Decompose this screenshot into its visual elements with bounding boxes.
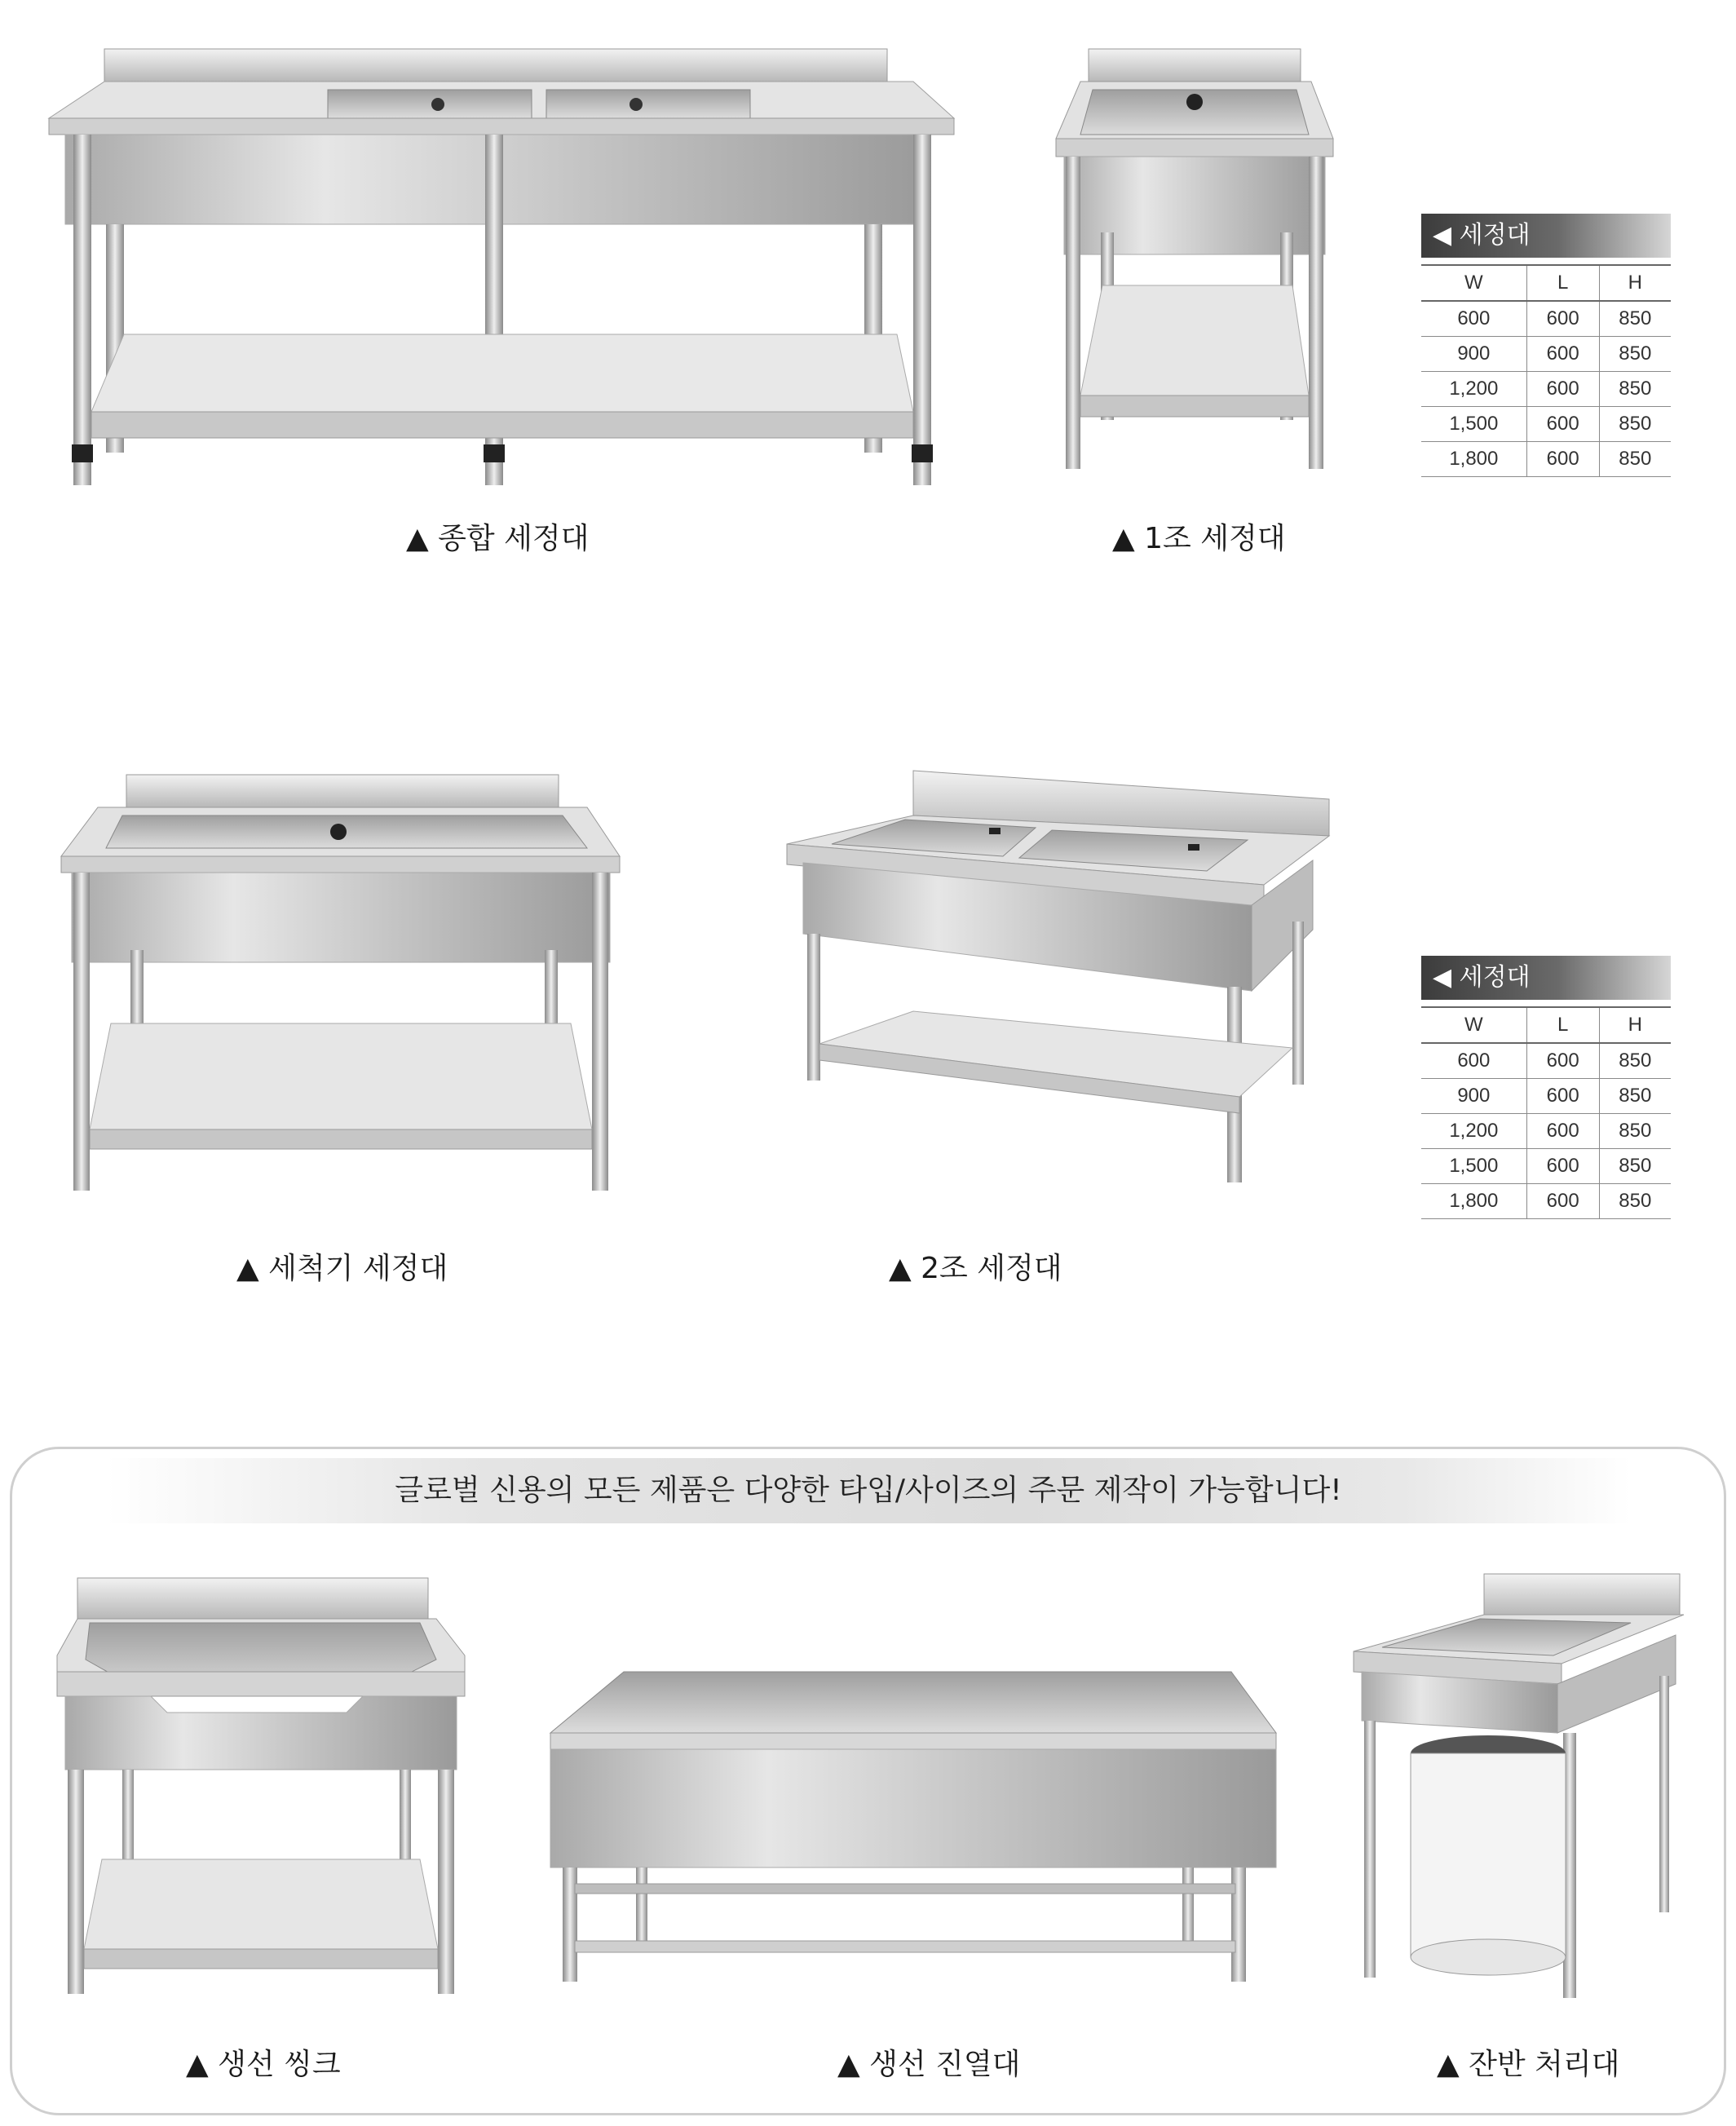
col-header-h: H bbox=[1599, 265, 1671, 301]
cell-l: 600 bbox=[1526, 1043, 1599, 1079]
cell-h: 850 bbox=[1599, 1079, 1671, 1114]
fish-sink-product bbox=[53, 1574, 477, 1998]
table-row bbox=[1421, 301, 1671, 337]
cell-l: 600 bbox=[1526, 1079, 1599, 1114]
general-sink-product bbox=[33, 45, 962, 485]
cell-w: 1,500 bbox=[1421, 1149, 1526, 1184]
cell-h: 850 bbox=[1599, 1043, 1671, 1079]
table-row bbox=[1421, 407, 1671, 442]
cell-h: 850 bbox=[1599, 337, 1671, 372]
spec-table-title: ◀ 세정대 bbox=[1421, 956, 1671, 1000]
col-header-w: W bbox=[1421, 265, 1526, 301]
fish-sink-image bbox=[53, 1574, 477, 1998]
cell-w: 600 bbox=[1421, 301, 1526, 337]
fish-sink-caption: ▲ 생선 씽크 bbox=[186, 2048, 341, 2081]
cell-w: 1,500 bbox=[1421, 407, 1526, 442]
cell-l: 600 bbox=[1526, 337, 1599, 372]
spec-table-1 bbox=[1421, 214, 1671, 477]
col-header-l: L bbox=[1526, 1007, 1599, 1043]
cell-l: 600 bbox=[1526, 442, 1599, 477]
spec-table bbox=[1421, 264, 1671, 477]
cell-h: 850 bbox=[1599, 442, 1671, 477]
general-sink-caption: ▲ 종합 세정대 bbox=[406, 522, 590, 555]
fish-display-caption: ▲ 생선 진열대 bbox=[837, 2048, 1021, 2081]
double-sink-product bbox=[783, 767, 1337, 1240]
spec-table-2 bbox=[1421, 956, 1671, 1219]
cell-l: 600 bbox=[1526, 1149, 1599, 1184]
table-row bbox=[1421, 337, 1671, 372]
cell-w: 1,200 bbox=[1421, 372, 1526, 407]
cell-l: 600 bbox=[1526, 407, 1599, 442]
cell-l: 600 bbox=[1526, 1114, 1599, 1149]
cell-w: 1,200 bbox=[1421, 1114, 1526, 1149]
cell-w: 1,800 bbox=[1421, 442, 1526, 477]
col-header-h: H bbox=[1599, 1007, 1671, 1043]
cell-l: 600 bbox=[1526, 372, 1599, 407]
fish-display-image bbox=[546, 1664, 1280, 1990]
spec-header-row bbox=[1421, 1007, 1671, 1043]
single-sink-product bbox=[1052, 45, 1337, 469]
general-sink-image bbox=[33, 45, 962, 485]
single-sink-image bbox=[1052, 45, 1337, 469]
table-row bbox=[1421, 1149, 1671, 1184]
table-row bbox=[1421, 1114, 1671, 1149]
cell-l: 600 bbox=[1526, 1184, 1599, 1219]
single-sink-caption: ▲ 1조 세정대 bbox=[1112, 522, 1286, 555]
cell-w: 1,800 bbox=[1421, 1184, 1526, 1219]
custom-order-banner: 글로벌 신용의 모든 제품은 다양한 타입/사이즈의 주문 제작이 가능합니다! bbox=[106, 1458, 1631, 1523]
fish-display-product bbox=[546, 1664, 1280, 1990]
cell-h: 850 bbox=[1599, 372, 1671, 407]
cell-w: 600 bbox=[1421, 1043, 1526, 1079]
spec-table-title: ◀ 세정대 bbox=[1421, 214, 1671, 258]
col-header-w: W bbox=[1421, 1007, 1526, 1043]
double-sink-caption: ▲ 2조 세정대 bbox=[889, 1252, 1062, 1285]
cell-w: 900 bbox=[1421, 337, 1526, 372]
spec-table bbox=[1421, 1006, 1671, 1219]
dishwasher-sink-product bbox=[57, 771, 628, 1195]
cell-h: 850 bbox=[1599, 1114, 1671, 1149]
table-row bbox=[1421, 1184, 1671, 1219]
col-header-l: L bbox=[1526, 265, 1599, 301]
table-row bbox=[1421, 1079, 1671, 1114]
spec-header-row bbox=[1421, 265, 1671, 301]
table-row bbox=[1421, 442, 1671, 477]
cell-h: 850 bbox=[1599, 407, 1671, 442]
table-row bbox=[1421, 1043, 1671, 1079]
dishwasher-sink-image bbox=[57, 771, 628, 1195]
leftover-table-product bbox=[1349, 1570, 1692, 2002]
dishwasher-sink-caption: ▲ 세척기 세정대 bbox=[236, 1252, 448, 1285]
cell-l: 600 bbox=[1526, 301, 1599, 337]
cell-h: 850 bbox=[1599, 1149, 1671, 1184]
cell-h: 850 bbox=[1599, 301, 1671, 337]
leftover-table-caption: ▲ 잔반 처리대 bbox=[1437, 2048, 1620, 2081]
cell-h: 850 bbox=[1599, 1184, 1671, 1219]
table-row bbox=[1421, 372, 1671, 407]
double-sink-image bbox=[783, 767, 1337, 1240]
leftover-table-image bbox=[1349, 1570, 1692, 2002]
cell-w: 900 bbox=[1421, 1079, 1526, 1114]
